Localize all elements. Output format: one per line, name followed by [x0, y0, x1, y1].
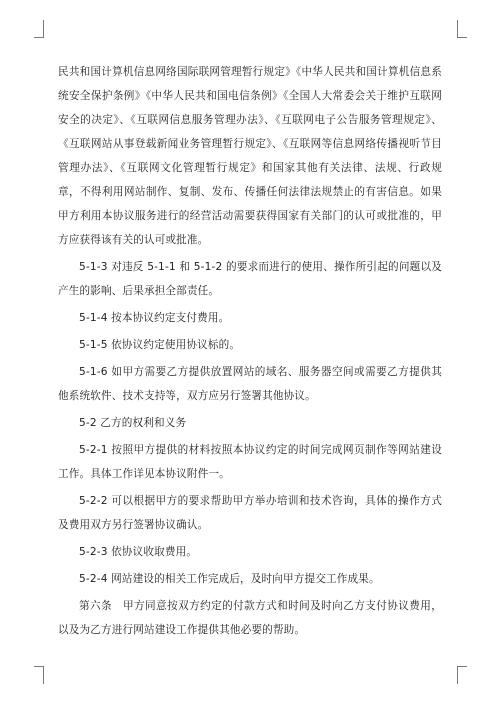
clause-5-1-5: 5-1-5 依协议约定使用协议标的。	[79, 339, 241, 351]
article-6: 第六条 甲方同意按双方约定的付款方式和时间及时向乙方支付协议费用，以及为乙方进行网站建设工作提供其他必要的帮助。	[58, 600, 442, 636]
clause-5-2-2: 5-2-2 可以根据甲方的要求帮助甲方举办培训和技术咨询，具体的操作方式及费用双方另行签署协议确认。	[58, 495, 442, 531]
crop-mark-top-left	[34, 20, 44, 38]
clause-5-2-3: 5-2-3 依协议收取费用。	[79, 546, 198, 558]
document-body	[58, 60, 442, 642]
clause-5-2-4: 5-2-4 网站建设的相关工作完成后，及时向甲方提交工作成果。	[79, 573, 380, 585]
crop-mark-bottom-right	[457, 666, 467, 684]
clause-5-1-4: 5-1-4 按本协议约定支付费用。	[79, 312, 230, 324]
clause-5-1-3: 5-1-3 对违反 5-1-1 和 5-1-2 的要求而进行的使用、操作所引起的问题以及产生的影响、后果承担全部责任。	[58, 261, 442, 297]
clause-5-2-1: 5-2-1 按照甲方提供的材料按照本协议约定的时间完成网页制作等网站建设工作。具体工作详见本协议附件一。	[58, 444, 442, 480]
crop-mark-top-right	[457, 20, 467, 38]
paragraph-continued-regulations: 民共和国计算机信息网络国际联网管理暂行规定》《中华人民共和国计算机信息系统安全保护条例》《中华人民共和国电信条例》《全国人大常委会关于维护互联网安全的决定》、《互联网信息服务管理办法》、《互联网电子公告服务管理规定》、《互联网站从事登载新闻业务管理暂行规定》、《互联网等信息网络传播视听节目管理办法》、《互联网文化管理暂行规定》和国家其他有关法律、法规、行政规章，不得利用网站制作、复制、发布、传播任何法律法规禁止的有害信息。如果甲方利用本协议服务进行的经营活动需要获得国家有关部门的认可或批准的，甲方应获得该有关的认可或批准。	[58, 66, 442, 246]
section-5-2-heading: 5-2 乙方的权利和义务	[79, 417, 187, 429]
crop-mark-bottom-left	[34, 666, 44, 684]
clause-5-1-6: 5-1-6 如甲方需要乙方提供放置网站的域名、服务器空间或需要乙方提供其他系统软件、技术支持等，双方应另行签署其他协议。	[58, 366, 442, 402]
